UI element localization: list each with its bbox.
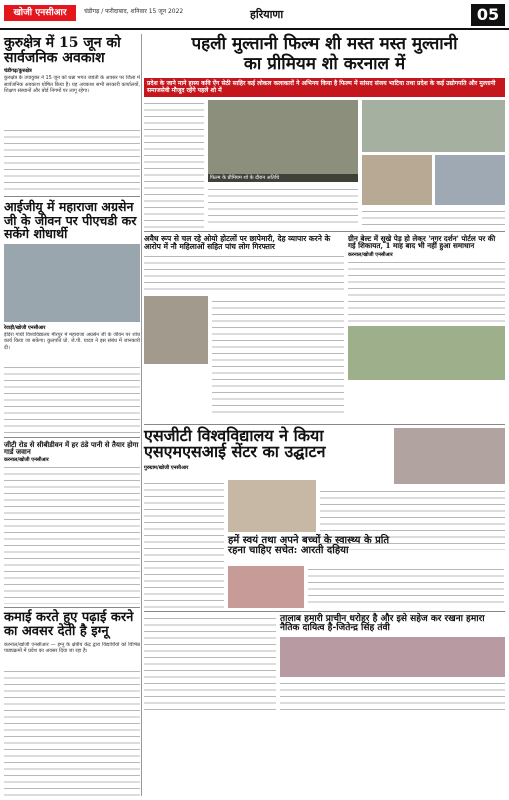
story4-headline: कमाई करते हुए पढ़ाई करने का अवसर देती है इग्नू	[4, 610, 134, 640]
story3-headline: जीटी रोड से सीबीडीवन में हर ठंडे पानी से तैयार होगा गार्ड जवान	[4, 439, 139, 457]
story2-body-lines	[4, 364, 140, 434]
story-f	[280, 615, 505, 710]
divider	[144, 231, 505, 232]
story-b-body-lines	[144, 253, 344, 293]
lead-photo	[208, 100, 358, 182]
lead-photo-2	[362, 100, 505, 152]
lead-headline-line1: पहली मुल्तानी फिल्म शी मस्त मस्त मुल्तानी	[191, 34, 458, 54]
story-b-photo	[144, 296, 208, 364]
story-b-headline: अवैध रूप से चल रहे ओयो होटलों पर छापेमारी, देह व्यापार करने के आरोप में नौ महिलाओं सहित पांच लोग गिरफ्तार	[144, 233, 331, 251]
story-b-body-lines-2	[212, 298, 344, 416]
story2-headline: आईजीयू में महाराजा अग्रसेन जी के जीवन पर पीएचडी कर सकेंगे शोधार्थी	[4, 199, 137, 241]
story1-headline: कुरुक्षेत्र में 15 जून को सार्वजनिक अवकाश	[4, 35, 121, 66]
column-divider	[141, 34, 142, 796]
page-number: 05	[471, 4, 505, 26]
story-f-headline: तालाब हमारी प्राचीन धरोहर है और इसे सहेज कर रखना हमारा नैतिक दायित्व है-जितेन्द्र सिंह तंवी	[280, 613, 485, 634]
left-column	[4, 34, 140, 796]
story-c	[348, 235, 505, 380]
story-e-photo	[228, 566, 304, 608]
divider	[4, 196, 140, 197]
story3-body-lines	[4, 464, 140, 604]
lead-photo-4	[435, 155, 505, 205]
story1-byline: चंडीगढ़/कुरुक्षेत्र	[4, 68, 32, 75]
story4-text: करनाल/खोजी एनसीआर — इग्नू के क्षेत्रीय केंद्र द्वारा विद्यार्थियों को विभिन्न पाठ्यक्रमों में प्रवेश का अवसर दिया जा रहा है।	[4, 641, 140, 655]
divider	[144, 611, 505, 612]
lead-body-lines-mid	[208, 186, 358, 228]
story-e-headline: हमें स्वयं तथा अपने बच्चों के स्वास्थ्य के प्रति रहना चाहिए सचेत: आरती दहिया	[228, 534, 390, 557]
lead-photo-caption: फिल्म के प्रीमियम शो के दौरान अतिथि	[208, 174, 358, 182]
story2-photo	[4, 244, 140, 322]
story-d	[144, 425, 505, 608]
lead-headline-line2: का प्रीमियम शो करनाल में	[243, 53, 406, 74]
story-b	[144, 235, 344, 365]
divider	[144, 424, 505, 425]
masthead	[0, 0, 509, 30]
story-e-body-lines	[308, 566, 504, 608]
story-c-body-lines	[348, 259, 505, 323]
divider	[4, 607, 140, 608]
story-d-photo-main	[228, 480, 316, 532]
story-c-byline: करनाल/खोजी एनसीआर	[348, 251, 393, 258]
story-c-photo	[348, 326, 505, 380]
story-d-headline: एसजीटी विश्वविद्यालय ने किया एसएमएसआई सेंटर का उद्घाटन	[144, 425, 326, 462]
date-line: चंडीगढ़ / फरीदाबाद, शनिवार 15 जून 2022	[84, 8, 184, 15]
story-d-body-lines	[144, 480, 224, 608]
story-f-photo	[280, 637, 505, 677]
newspaper-brand: खोजी एनसीआर	[4, 5, 76, 21]
middle-band	[144, 235, 505, 421]
lead-story-block	[144, 100, 505, 228]
story-f-body-left	[144, 615, 276, 711]
story3-byline: करनाल/खोजी एनसीआर	[4, 457, 49, 464]
lead-deck: प्रदेश के जाने माने हास्य कवि ऐंग सेठी साहिर कई लोकल कलाकारों ने अभिनय किया है फिल्म में सांसद संजय भाटिया तथा प्रदेश के कई उद्योगपति और मुल्तानी समाजसेवी मौजूद रहेंगे पहले शो में	[144, 78, 505, 97]
story-c-headline: ग्रीन बेल्ट में सूखे पेड़ हो लेकर 'नगर दर्शन' पोर्टल पर की गई शिकायत, 1 माह बाद भी नहीं हुआ समाधान	[348, 233, 496, 251]
story-d-photo-top	[394, 428, 505, 484]
story1-text: कुरुक्षेत्र के उपायुक्त ने 15 जून को धन्ना भगत जयंती के अवसर पर जिला में सार्वजनिक अवकाश घोषित किया है। यह अवकाश सभी सरकारी कार्यालयों, शिक्षण संस्थानों और बोर्ड निगमों पर लागू रहेगा।	[4, 75, 140, 95]
section-title: हरियाणा	[250, 8, 284, 21]
story4-body-lines	[4, 668, 140, 800]
lead-photo-3	[362, 155, 432, 205]
story2-byline: रेवाड़ी/खोजी एनसीआर	[4, 324, 46, 331]
story1-body-lines	[4, 127, 140, 193]
story-f-body-lines	[280, 680, 505, 710]
story-d-byline: गुरुग्राम/खोजी एनसीआर	[144, 465, 189, 472]
divider	[4, 437, 140, 438]
bottom-band	[144, 615, 505, 711]
story2-text: इंदिरा गांधी विश्वविद्यालय मीरपुर में महाराजा अग्रसेन जी के जीवन पर शोध कार्य किया जा सकेगा। कुलपति प्रो. जे.पी. यादव ने इस संबंध में जानकारी दी।	[4, 331, 140, 351]
lead-body-lines-right	[362, 208, 505, 228]
lead-body-lines-left	[144, 100, 204, 228]
main-area	[144, 34, 505, 796]
